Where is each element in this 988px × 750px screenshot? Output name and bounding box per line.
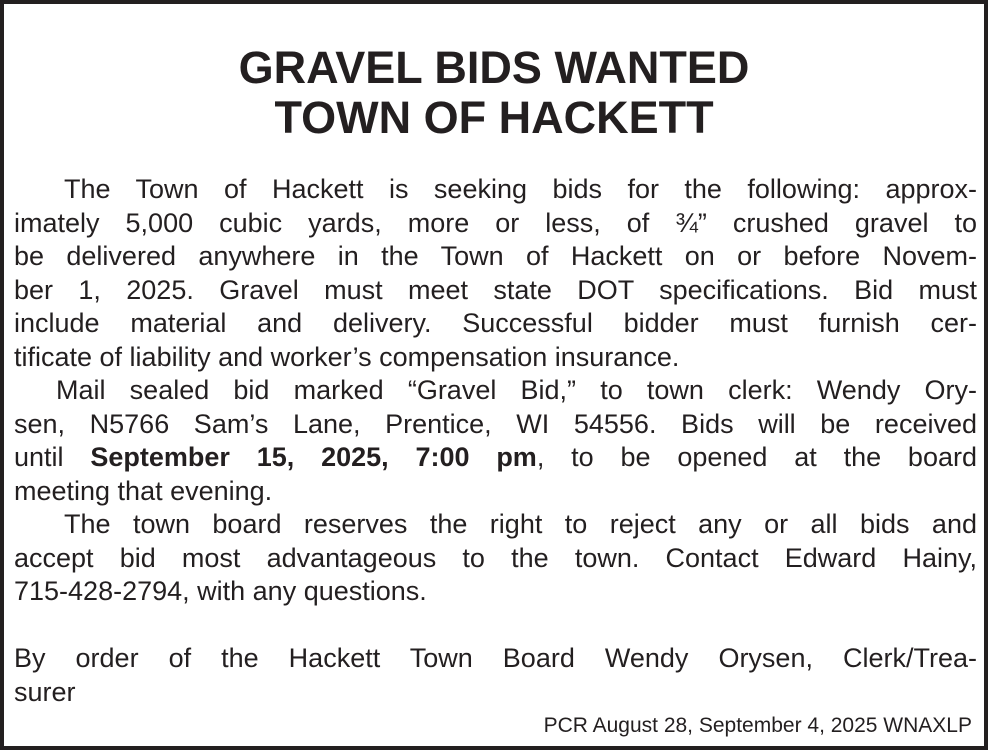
publication-info: PCR August 28, September 4, 2025 WNAXLP	[543, 714, 972, 737]
notice-body	[14, 173, 977, 709]
signature-block	[14, 642, 977, 709]
paragraph-line: 715-428-2794, with any questions.	[14, 576, 427, 606]
bid-deadline: September 15, 2025, 7:00 pm	[90, 442, 537, 472]
paragraph-line: meeting that evening.	[14, 475, 273, 506]
paragraph-line: be delivered anywhere in the Town of Hackett on or before Novem-	[14, 241, 977, 271]
paragraph-line: tificate of liability and worker’s compensation insurance.	[14, 341, 680, 372]
notice-subtitle: TOWN OF HACKETT	[274, 92, 714, 143]
paragraph-mailing-instructions	[14, 374, 977, 508]
deadline-line	[14, 441, 977, 475]
paragraph-line: ber 1, 2025. Gravel must meet state DOT specifications. Bid must	[14, 274, 977, 305]
signature-line: surer	[14, 676, 76, 707]
paragraph-bid-details	[14, 173, 977, 374]
deadline-prefix: until	[14, 442, 91, 472]
paragraph-board-rights	[14, 508, 977, 609]
paragraph-line: accept bid most advantageous to the town. Contact Edward Hainy,	[14, 542, 977, 573]
paragraph-line: The town board reserves the right to reject any or all bids and	[64, 509, 977, 539]
paragraph-line: imately 5,000 cubic yards, more or less, of ¾” crushed gravel to	[14, 207, 977, 238]
paragraph-line: Mail sealed bid marked “Gravel Bid,” to town clerk: Wendy Ory-	[56, 375, 977, 405]
paragraph-line: The Town of Hackett is seeking bids for the following: approx-	[64, 174, 977, 204]
notice-title: GRAVEL BIDS WANTED	[238, 42, 750, 93]
signature-line: By order of the Hackett Town Board Wendy Orysen, Clerk/Trea-	[14, 643, 977, 673]
paragraph-line: include material and delivery. Successful bidder must furnish cer-	[14, 308, 977, 338]
deadline-suffix: , to be opened at the board	[536, 442, 977, 472]
paragraph-spacer	[14, 609, 977, 643]
paragraph-line: sen, N5766 Sam’s Lane, Prentice, WI 54556. Bids will be received	[14, 408, 977, 439]
